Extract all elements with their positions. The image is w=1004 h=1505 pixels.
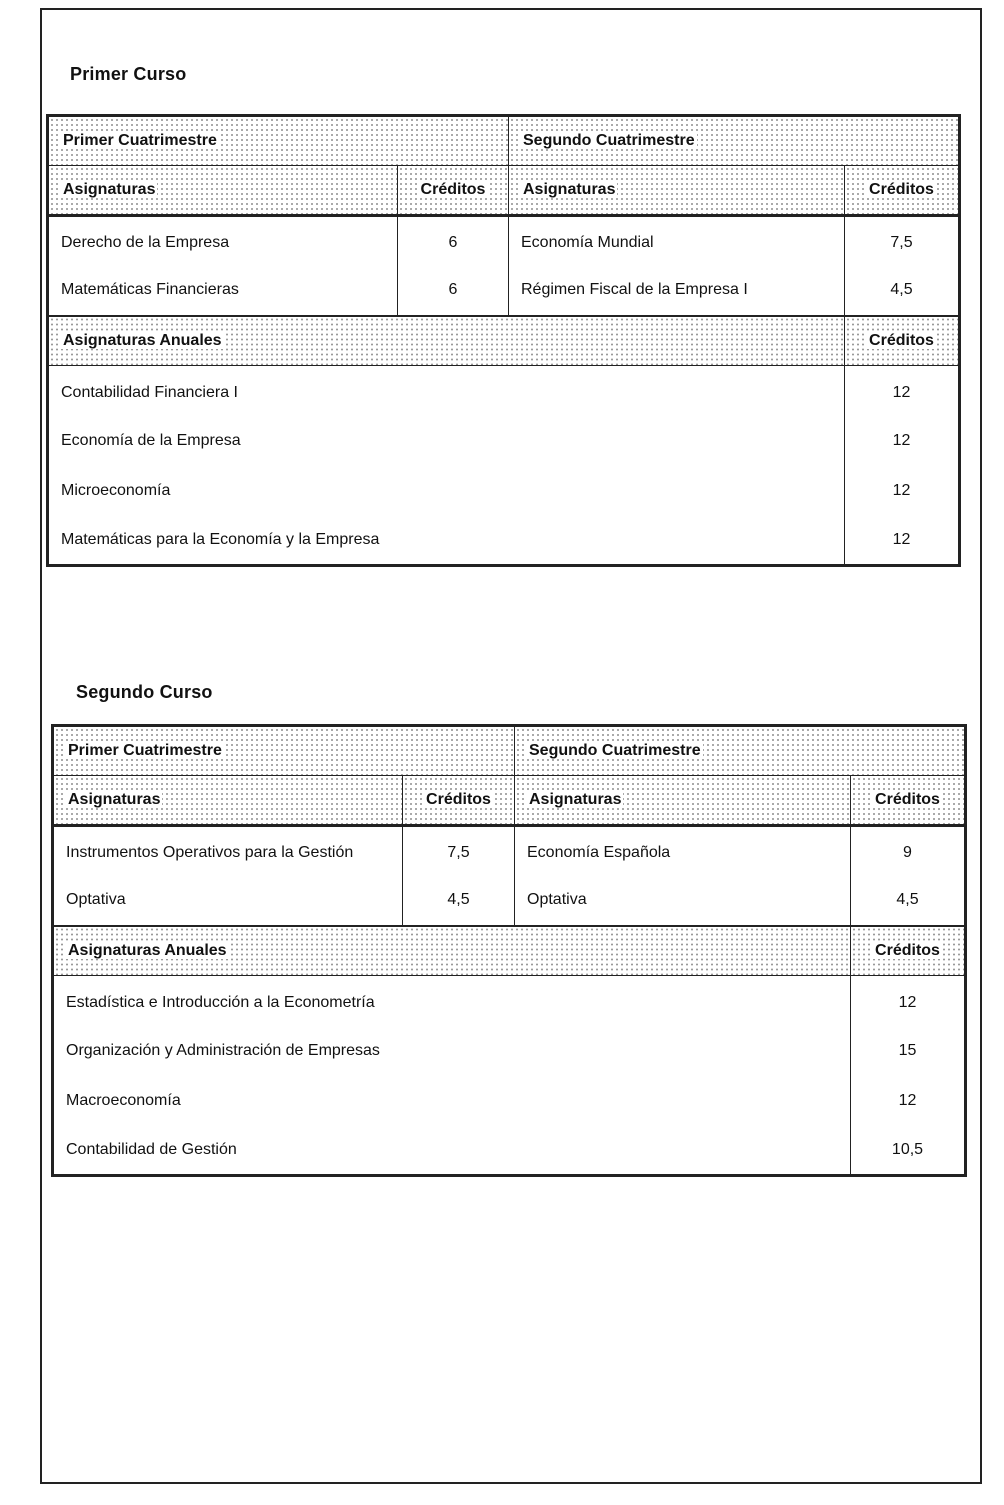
col-header-asignaturas: Asignaturas [48,166,398,216]
annual-subject-cell: Economía de la Empresa [48,416,845,466]
subject-cell: Optativa [53,876,403,926]
col-header-creditos: Créditos [398,166,509,216]
annual-subject-cell: Matemáticas para la Economía y la Empresa [48,516,845,566]
subject-cell: Régimen Fiscal de la Empresa I [509,266,845,316]
credits-cell: 6 [398,216,509,266]
course-title-segundo: Segundo Curso [76,682,213,702]
annual-header: Asignaturas Anuales [53,926,851,976]
table-row [53,826,966,876]
table-row [48,266,960,316]
annual-subject-cell: Organización y Administración de Empresas [53,1026,851,1076]
annual-credits-cell: 15 [851,1026,966,1076]
subject-cell: Economía Española [515,826,851,876]
col-header-creditos: Créditos [851,776,966,826]
credits-cell: 4,5 [845,266,960,316]
table-row [48,466,960,516]
col-header-asignaturas: Asignaturas [515,776,851,826]
semester-header-1: Primer Cuatrimestre [48,116,509,166]
annual-subject-cell: Estadística e Introducción a la Econometría [53,976,851,1026]
credits-cell: 7,5 [403,826,515,876]
annual-subject-cell: Macroeconomía [53,1076,851,1126]
table-row [48,416,960,466]
credits-cell: 6 [398,266,509,316]
subject-cell: Matemáticas Financieras [48,266,398,316]
semester-header-2: Segundo Cuatrimestre [509,116,960,166]
subject-cell: Derecho de la Empresa [48,216,398,266]
annual-credits-cell: 12 [845,366,960,416]
col-header-creditos: Créditos [403,776,515,826]
course-table-primer [46,114,961,567]
annual-subject-cell: Microeconomía [48,466,845,516]
subject-cell: Instrumentos Operativos para la Gestión [53,826,403,876]
annual-credits-cell: 12 [851,1076,966,1126]
semester-header-1: Primer Cuatrimestre [53,726,515,776]
col-header-creditos: Créditos [845,166,960,216]
credits-cell: 4,5 [851,876,966,926]
credits-cell: 9 [851,826,966,876]
col-header-asignaturas: Asignaturas [53,776,403,826]
course-table-segundo [51,724,967,1177]
table-row [48,516,960,566]
table-row [53,976,966,1026]
table-row [53,1026,966,1076]
table-row [53,876,966,926]
annual-credits-header: Créditos [845,316,960,366]
subject-cell: Optativa [515,876,851,926]
annual-credits-cell: 12 [851,976,966,1026]
table-row [53,1076,966,1126]
table-row [48,216,960,266]
annual-subject-cell: Contabilidad de Gestión [53,1126,851,1176]
annual-credits-cell: 12 [845,466,960,516]
annual-header: Asignaturas Anuales [48,316,845,366]
semester-header-2: Segundo Cuatrimestre [515,726,966,776]
annual-subject-cell: Contabilidad Financiera I [48,366,845,416]
credits-cell: 4,5 [403,876,515,926]
annual-credits-cell: 10,5 [851,1126,966,1176]
col-header-asignaturas: Asignaturas [509,166,845,216]
annual-credits-cell: 12 [845,416,960,466]
credits-cell: 7,5 [845,216,960,266]
table-row [48,366,960,416]
annual-credits-cell: 12 [845,516,960,566]
table-row [53,1126,966,1176]
annual-credits-header: Créditos [851,926,966,976]
subject-cell: Economía Mundial [509,216,845,266]
course-title-primer: Primer Curso [70,64,187,84]
